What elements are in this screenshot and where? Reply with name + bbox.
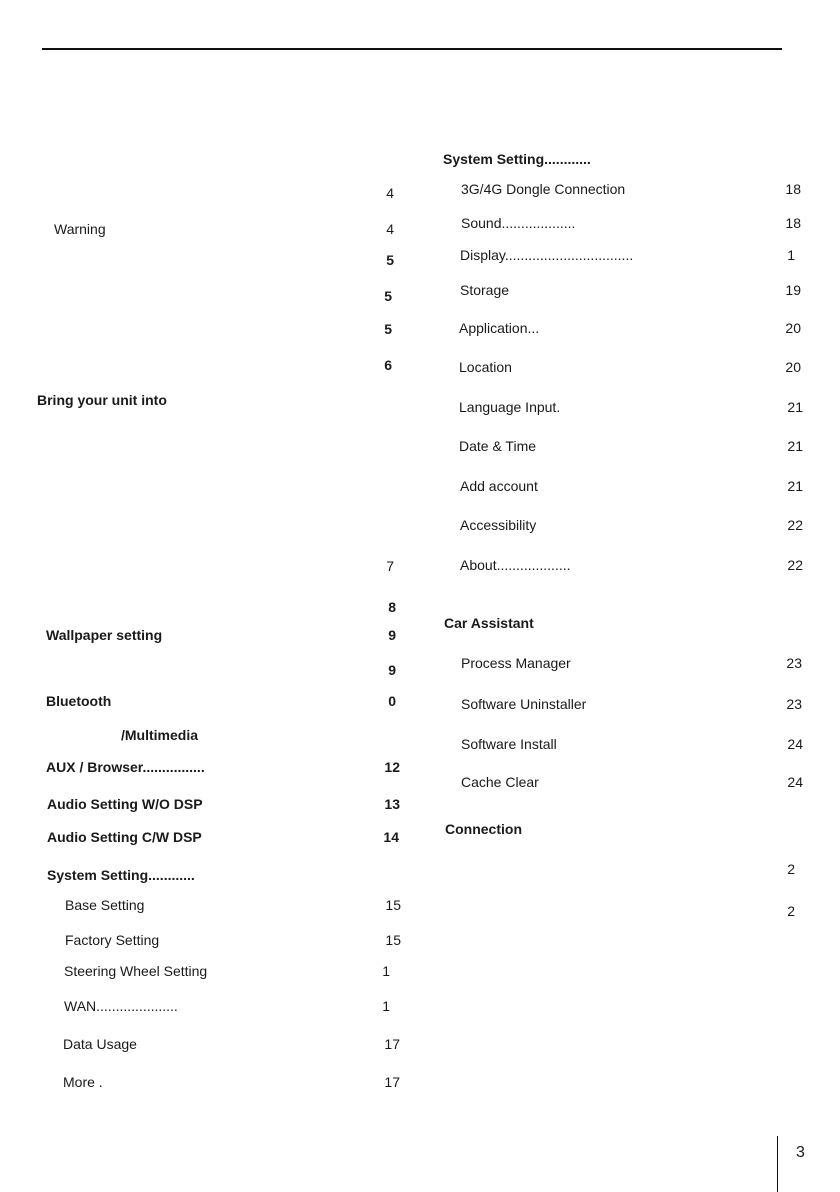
toc-entry-title[interactable]: 3G/4G Dongle Connection (461, 181, 626, 197)
toc-entry-title[interactable]: Accessibility (460, 517, 537, 533)
toc-entry-title[interactable]: Software Install (461, 736, 557, 752)
toc-entry-title[interactable]: Storage (460, 282, 510, 298)
toc-section-heading[interactable]: System Setting............ (47, 867, 195, 883)
toc-page-number[interactable]: 4 (386, 221, 394, 237)
toc-page-number[interactable]: 24 (787, 774, 803, 790)
toc-entry-title[interactable]: Software Uninstaller (461, 696, 587, 712)
toc-page-number[interactable]: 12 (384, 759, 400, 775)
toc-page-number[interactable]: 17 (384, 1074, 400, 1090)
toc-entry-title[interactable]: Add account (460, 478, 538, 494)
page-number: 3 (796, 1144, 805, 1161)
toc-page-number[interactable]: 13 (384, 796, 400, 812)
toc-page-number[interactable]: 1 (787, 247, 795, 263)
toc-page-number[interactable]: 0 (388, 693, 396, 709)
toc-page-number[interactable]: 14 (383, 829, 399, 845)
toc-page-number[interactable]: 2 (787, 861, 795, 877)
toc-section-heading[interactable]: Audio Setting W/O DSP (47, 796, 203, 812)
toc-entry-title[interactable]: More . (63, 1074, 103, 1090)
toc-entry-title[interactable]: Language Input. (459, 399, 561, 415)
toc-section-heading[interactable]: /Multimedia (121, 727, 199, 743)
toc-page-number[interactable]: 18 (785, 215, 801, 231)
toc-page-number[interactable]: 4 (386, 185, 394, 201)
toc-entry-title[interactable]: About................... (460, 557, 571, 573)
toc-page-number[interactable]: 21 (787, 478, 803, 494)
toc-page-number[interactable]: 5 (384, 321, 392, 337)
toc-entry-title[interactable]: Steering Wheel Setting (64, 963, 208, 979)
toc-page-number[interactable]: 15 (385, 932, 401, 948)
toc-page-number[interactable]: 21 (787, 399, 803, 415)
toc-page-number[interactable]: 7 (386, 558, 394, 574)
toc-entry-title[interactable]: Location (459, 359, 512, 375)
toc-entry-title[interactable]: Cache Clear (461, 774, 539, 790)
toc-section-heading[interactable]: AUX / Browser................ (46, 759, 205, 775)
toc-page-number[interactable]: 15 (385, 897, 401, 913)
toc-entry-title[interactable]: Application... (459, 320, 540, 336)
toc-page-number[interactable]: 20 (785, 359, 801, 375)
toc-page-number[interactable]: 9 (388, 662, 396, 678)
toc-page-number[interactable]: 19 (785, 282, 801, 298)
toc-page-number[interactable]: 17 (384, 1036, 400, 1052)
toc-entry-title[interactable]: Factory Setting (65, 932, 160, 948)
toc-section-heading[interactable]: Audio Setting C/W DSP (47, 829, 202, 845)
toc-page-number[interactable]: 1 (382, 963, 390, 979)
toc-page-number[interactable]: 23 (786, 696, 802, 712)
toc-entry-title[interactable]: Warning (54, 221, 106, 237)
toc-page-number[interactable]: 1 (382, 998, 390, 1014)
toc-entry-title[interactable]: Data Usage (63, 1036, 137, 1052)
toc-page-number[interactable]: 5 (384, 288, 392, 304)
toc-entry-title[interactable]: Date & Time (459, 438, 537, 454)
toc-section-heading[interactable]: Wallpaper setting (46, 627, 163, 643)
toc-entry-title[interactable]: Base Setting (65, 897, 145, 913)
header-rule (42, 48, 782, 50)
toc-page-number[interactable]: 5 (386, 252, 394, 268)
toc-section-heading[interactable]: Car Assistant (444, 615, 534, 631)
toc-entry-title[interactable]: Display................................. (460, 247, 634, 263)
toc-section-heading[interactable]: Bring your unit into (37, 392, 167, 408)
footer-divider (777, 1136, 778, 1192)
toc-entry-title[interactable]: Process Manager (461, 655, 571, 671)
toc-page-number[interactable]: 8 (388, 599, 396, 615)
toc-section-heading[interactable]: Bluetooth (46, 693, 112, 709)
toc-page-number[interactable]: 2 (787, 903, 795, 919)
toc-section-heading[interactable]: Connection (445, 821, 522, 837)
toc-page-number[interactable]: 21 (787, 438, 803, 454)
toc-page-number[interactable]: 6 (384, 357, 392, 373)
toc-page-number[interactable]: 18 (785, 181, 801, 197)
toc-page-number[interactable]: 20 (785, 320, 801, 336)
toc-page-number[interactable]: 22 (787, 517, 803, 533)
toc-entry-title[interactable]: Sound................... (461, 215, 576, 231)
toc-page-number[interactable]: 22 (787, 557, 803, 573)
toc-page-number[interactable]: 24 (787, 736, 803, 752)
toc-page-number[interactable]: 23 (786, 655, 802, 671)
toc-entry-title[interactable]: WAN..................... (64, 998, 178, 1014)
toc-page-number[interactable]: 9 (388, 627, 396, 643)
toc-section-heading[interactable]: System Setting............ (443, 151, 591, 167)
